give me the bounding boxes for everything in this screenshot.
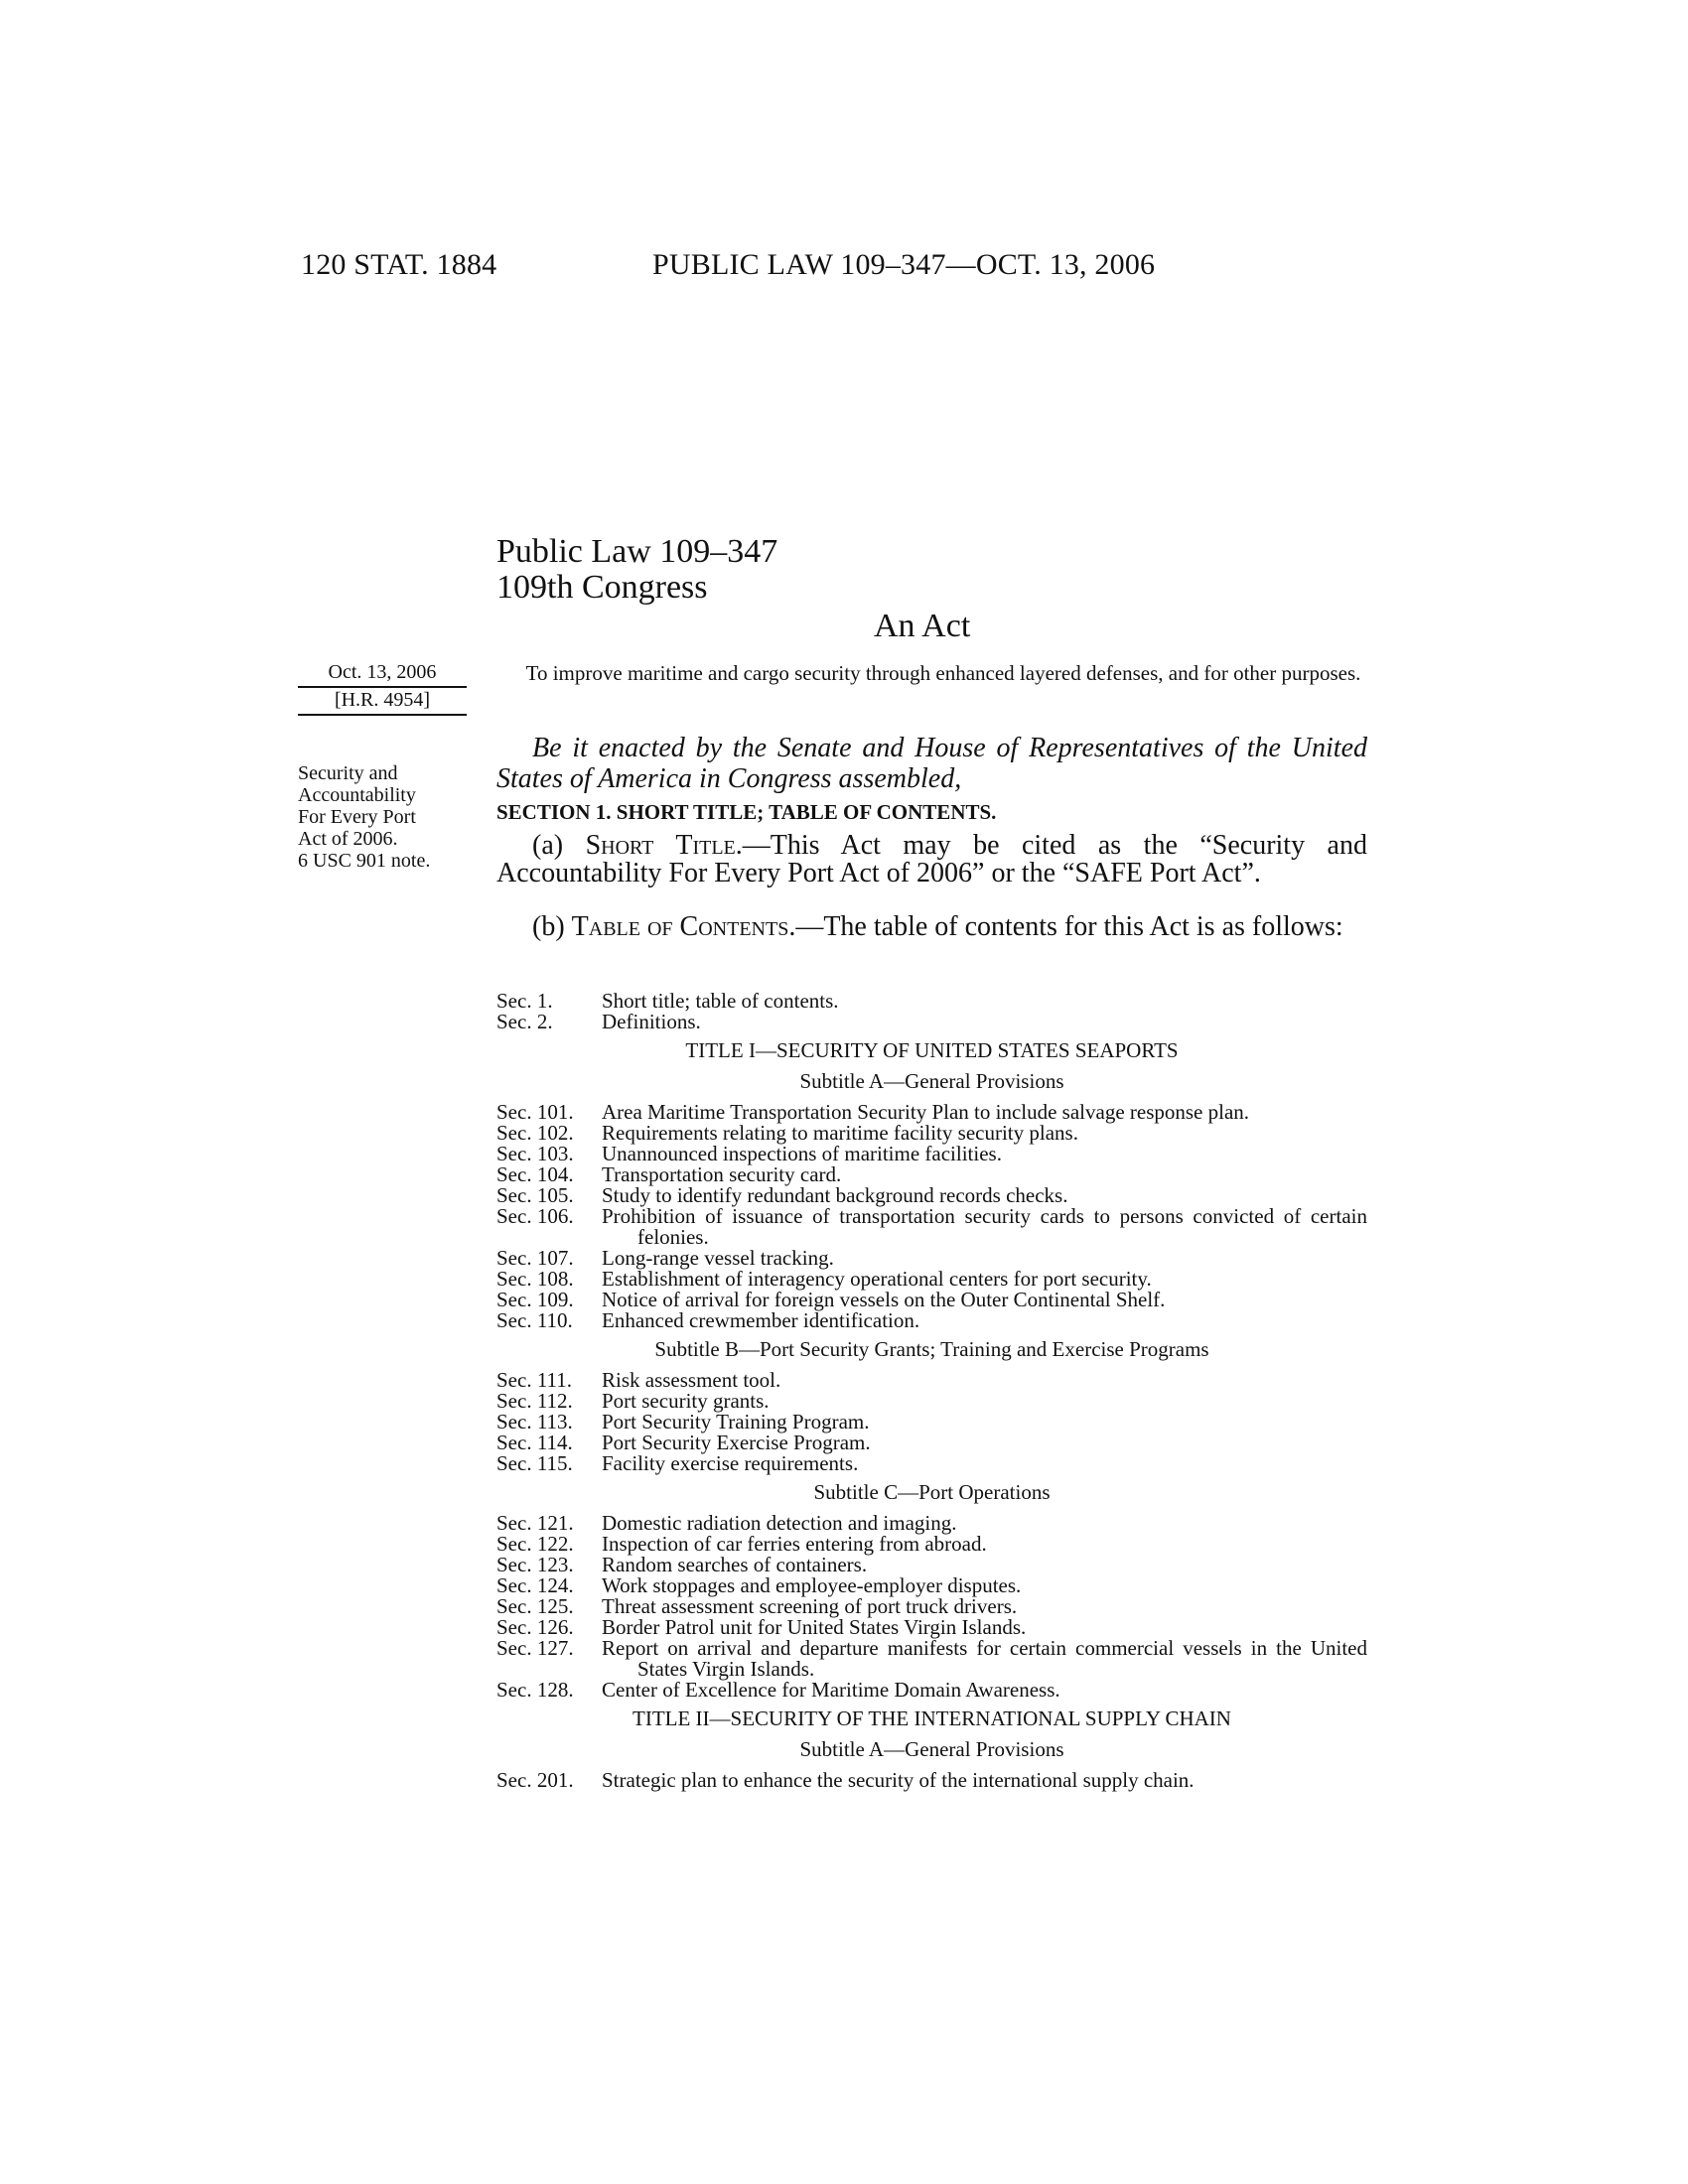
toc-subtitle-heading: Subtitle A—General Provisions: [799, 1069, 1064, 1093]
toc-entry: [496, 1012, 1367, 1032]
margin-short-title-note: [298, 762, 467, 872]
toc-section-number: Sec. 102.: [496, 1121, 574, 1145]
toc-entry: [496, 1534, 1367, 1555]
toc-group-title1-subtitleC: [496, 1513, 1367, 1701]
toc-section-number: Sec. 2.: [496, 1010, 553, 1033]
toc-section-number: Sec. 101.: [496, 1100, 574, 1124]
toc-entry: [496, 1290, 1367, 1310]
toc-entry: [496, 1770, 1367, 1791]
toc-subtitle-heading: Subtitle A—General Provisions: [799, 1737, 1064, 1761]
toc-group-title1-subtitleB: [496, 1370, 1367, 1474]
toc-title-heading: TITLE I—SECURITY OF UNITED STATES SEAPORTS: [685, 1038, 1179, 1062]
paragraph-short-title: [496, 832, 1367, 887]
toc-title-heading: TITLE II—SECURITY OF THE INTERNATIONAL SUPPLY CHAIN: [633, 1706, 1231, 1730]
toc-section-title: Work stoppages and employee-employer disputes.: [602, 1573, 1022, 1597]
toc-section-number: Sec. 106.: [496, 1204, 574, 1228]
toc-entry: [496, 1185, 1367, 1206]
margin-note-line: Act of 2006.: [298, 828, 398, 850]
toc-entry: [496, 1391, 1367, 1412]
toc-section-number: Sec. 121.: [496, 1511, 574, 1535]
margin-bill-number: [H.R. 4954]: [298, 689, 467, 716]
toc-section-title: Short title; table of contents.: [602, 989, 839, 1013]
toc-entry: [496, 1555, 1367, 1575]
toc-section-number: Sec. 114.: [496, 1431, 573, 1454]
toc-section-title: Prohibition of issuance of transportation security cards to persons convicted of certain felonies.: [602, 1204, 1367, 1249]
toc-section-title: Study to identify redundant background records checks.: [602, 1183, 1068, 1207]
toc-entry: [496, 1412, 1367, 1433]
toc-section-number: Sec. 109.: [496, 1288, 574, 1311]
margin-date: Oct. 13, 2006: [298, 661, 467, 688]
act-title: An Act: [874, 608, 971, 644]
toc-section-title: Risk assessment tool.: [602, 1368, 781, 1392]
toc-section-title: Facility exercise requirements.: [602, 1451, 859, 1475]
toc-entry: [496, 1453, 1367, 1474]
toc-section-title: Center of Excellence for Maritime Domain Awareness.: [602, 1678, 1060, 1702]
act-purpose: To improve maritime and cargo security through enhanced layered defenses, and for other purposes.: [525, 661, 1361, 685]
toc-section-title: Long-range vessel tracking.: [602, 1246, 834, 1270]
toc-entry: [496, 1575, 1367, 1596]
toc-section-number: Sec. 115.: [496, 1451, 573, 1475]
toc-entry: [496, 1164, 1367, 1185]
toc-section-number: Sec. 125.: [496, 1594, 574, 1618]
toc-section-title: Inspection of car ferries entering from abroad.: [602, 1532, 987, 1556]
paragraph-caption: Short Title: [585, 830, 736, 861]
toc-entry: [496, 1513, 1367, 1534]
toc-section-title: Report on arrival and departure manifests for certain commercial vessels in the United States Virgin Islands.: [602, 1636, 1367, 1681]
toc-group-title2-subtitleA: [496, 1770, 1367, 1791]
public-law-number: Public Law 109–347: [496, 533, 778, 570]
paragraph-caption: Table of Contents: [571, 911, 789, 942]
toc-section-number: Sec. 108.: [496, 1267, 574, 1291]
toc-entry: [496, 1144, 1367, 1164]
toc-group-intro: [496, 991, 1367, 1032]
toc-entry: [496, 1617, 1367, 1638]
toc-entry: [496, 1638, 1367, 1680]
paragraph-table-of-contents: [496, 913, 1367, 941]
table-of-contents: [496, 991, 1367, 1791]
margin-note-line: 6 USC 901 note.: [298, 850, 431, 872]
toc-section-number: Sec. 1.: [496, 989, 553, 1013]
toc-entry: [496, 1370, 1367, 1391]
toc-section-title: Port Security Training Program.: [602, 1410, 870, 1433]
toc-section-number: Sec. 105.: [496, 1183, 574, 1207]
margin-note-line: For Every Port: [298, 806, 416, 828]
toc-section-title: Notice of arrival for foreign vessels on the Outer Continental Shelf.: [602, 1288, 1166, 1311]
toc-entry: [496, 1248, 1367, 1269]
toc-section-title: Random searches of containers.: [602, 1553, 868, 1576]
section-heading: SECTION 1. SHORT TITLE; TABLE OF CONTENTS.: [496, 800, 997, 824]
toc-section-number: Sec. 111.: [496, 1368, 573, 1392]
toc-entry: [496, 991, 1367, 1012]
toc-section-number: Sec. 201.: [496, 1768, 574, 1792]
toc-section-title: Port Security Exercise Program.: [602, 1431, 871, 1454]
toc-section-title: Border Patrol unit for United States Virgin Islands.: [602, 1615, 1027, 1639]
toc-section-number: Sec. 126.: [496, 1615, 574, 1639]
toc-entry: [496, 1680, 1367, 1701]
toc-entry: [496, 1433, 1367, 1453]
page-reference: 120 STAT. 1884: [301, 248, 497, 281]
toc-section-number: Sec. 112.: [496, 1389, 573, 1413]
toc-entry: [496, 1206, 1367, 1248]
paragraph-text: .—This Act may be cited as the “Security and Accountability For Every Port Act of 2006” or the “SAFE Port Act”.: [496, 830, 1367, 888]
toc-section-title: Establishment of interagency operational centers for port security.: [602, 1267, 1152, 1291]
toc-subtitle-heading: Subtitle C—Port Operations: [813, 1480, 1051, 1504]
toc-section-title: Port security grants.: [602, 1389, 770, 1413]
toc-section-title: Transportation security card.: [602, 1162, 842, 1186]
toc-section-title: Domestic radiation detection and imaging.: [602, 1511, 957, 1535]
toc-entry: [496, 1269, 1367, 1290]
running-head: PUBLIC LAW 109–347—OCT. 13, 2006: [652, 248, 1156, 281]
congress-number: 109th Congress: [496, 569, 708, 606]
toc-section-number: Sec. 122.: [496, 1532, 574, 1556]
toc-section-number: Sec. 124.: [496, 1573, 574, 1597]
enacting-clause: Be it enacted by the Senate and House of Representatives of the United States of America in Congress assembled,: [496, 733, 1367, 794]
toc-section-number: Sec. 123.: [496, 1553, 574, 1576]
toc-entry: [496, 1310, 1367, 1331]
toc-section-number: Sec. 110.: [496, 1308, 573, 1332]
toc-section-number: Sec. 127.: [496, 1636, 574, 1660]
toc-section-title: Enhanced crewmember identification.: [602, 1308, 920, 1332]
margin-note-line: Security and: [298, 762, 398, 784]
toc-entry: [496, 1596, 1367, 1617]
paragraph-label: (a): [532, 830, 586, 861]
toc-section-title: Requirements relating to maritime facility security plans.: [602, 1121, 1078, 1145]
toc-entry: [496, 1102, 1367, 1123]
toc-section-title: Unannounced inspections of maritime facilities.: [602, 1142, 1002, 1165]
toc-group-title1-subtitleA: [496, 1102, 1367, 1331]
paragraph-label: (b): [532, 911, 572, 942]
toc-entry: [496, 1123, 1367, 1144]
toc-section-title: Definitions.: [602, 1010, 701, 1033]
toc-section-number: Sec. 104.: [496, 1162, 574, 1186]
toc-subtitle-heading: Subtitle B—Port Security Grants; Training and Exercise Programs: [654, 1337, 1209, 1361]
paragraph-text: .—The table of contents for this Act is as follows:: [788, 911, 1343, 942]
toc-section-number: Sec. 107.: [496, 1246, 574, 1270]
toc-section-title: Threat assessment screening of port truck drivers.: [602, 1594, 1018, 1618]
toc-section-title: Area Maritime Transportation Security Plan to include salvage response plan.: [602, 1100, 1250, 1124]
toc-section-number: Sec. 128.: [496, 1678, 574, 1702]
toc-section-number: Sec. 103.: [496, 1142, 574, 1165]
toc-section-number: Sec. 113.: [496, 1410, 573, 1433]
toc-section-title: Strategic plan to enhance the security of the international supply chain.: [602, 1768, 1195, 1792]
margin-note-line: Accountability: [298, 784, 416, 806]
